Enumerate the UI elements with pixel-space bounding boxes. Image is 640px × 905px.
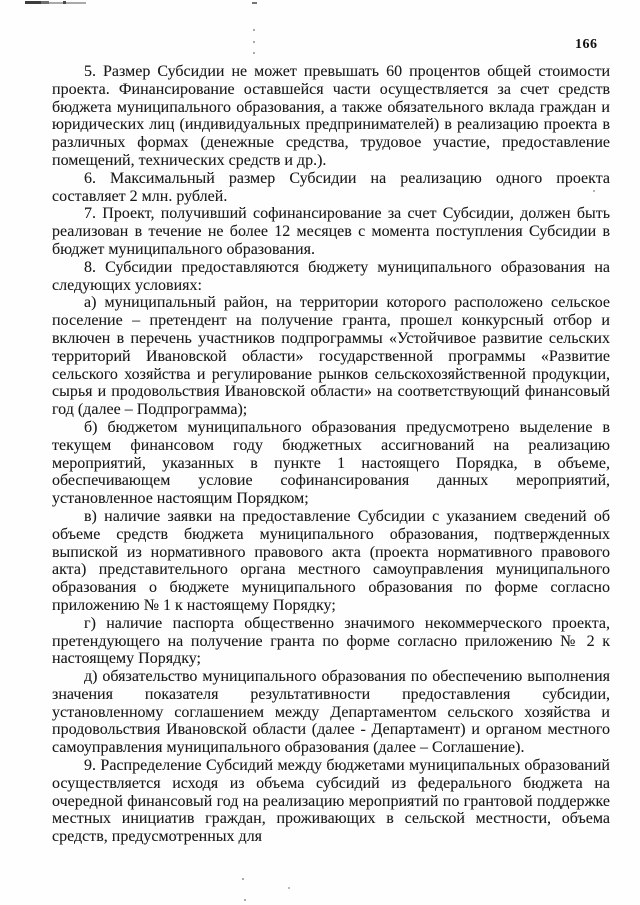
paragraph-item-8g: г) наличие паспорта общественно значимого некоммерческого проекта, претендующего на получение гранта по форме согласно приложению № 2 к настоящему Порядку; [52,614,610,668]
paragraph-item-9: 9. Распределение Субсидий между бюджетами муниципальных образований осуществляется исходя из объема субсидий из федерального бюджета на очередной финансовый год на реализацию мероприятий по грантовой поддержке местных инициатив граждан, проживающих в сельской местности, объема средств, предусмотренных для [52,757,610,846]
scan-speck [253,29,255,31]
scan-artifact-line [41,1,49,4]
paragraph-item-7: 7. Проект, получивший софинансирование за счет Субсидии, должен быть реализован в течение не более 12 месяцев с момента поступления Субсидии в бюджет муниципального образования. [52,205,610,258]
page-number: 166 [575,37,598,52]
scan-speck [252,2,257,4]
scan-speck [288,887,290,889]
scan-speck [244,899,246,901]
paragraph-item-6: 6. Максимальный размер Субсидии на реализацию одного проекта составляет 2 млн. рублей. [52,169,610,205]
scan-speck [253,52,255,54]
scan-artifact-line [49,2,86,4]
document-body [52,63,610,846]
paragraph-item-8d: д) обязательство муниципального образования по обеспечению выполнения значения показателя результативности предоставления субсидии, установленному соглашением между Департаментом сельского хозяйства и продовольствия Ивановской области (далее - Департамент) и органом местного самоуправления муниципального образования (далее – Соглашение). [52,668,610,757]
paragraph-item-5: 5. Размер Субсидии не может превышать 60 процентов общей стоимости проекта. Финансирование оставшейся части осуществляется за счет средств бюджета муниципального образования, а также обязательного вклада граждан и юридических лиц (индивидуальных предпринимателей) в реализацию проекта в различных формах (денежные средства, трудовое участие, предоставление помещений, технических средств и др.). [52,63,610,169]
scan-speck [242,878,244,880]
scan-artifact-dot [63,1,66,4]
paragraph-item-8v: в) наличие заявки на предоставление Субсидии с указанием сведений об объеме средств бюджета муниципального образования, подтвержденных выпиской из нормативного правового акта (проекта нормативного правового акта) представительного органа местного самоуправления муниципального образования о бюджете муниципального образования по форме согласно приложению № 1 к настоящему Порядку; [52,507,610,614]
paragraph-item-8a: а) муниципальный район, на территории которого расположено сельское поселение – претендент на получение гранта, прошел конкурсный отбор и включен в перечень участников подпрограммы «Устойчивое развитие сельских территорий Ивановской области» государственной программы «Развитие сельского хозяйства и регулирование рынков сельскохозяйственной продукции, сырья и продовольствия Ивановской области» на соответствующий финансовый год (далее – Подпрограмма); [52,294,610,419]
scan-speck [253,41,255,43]
paragraph-item-8: 8. Субсидии предоставляются бюджету муниципального образования на следующих условиях: [52,258,610,294]
paragraph-item-8b: б) бюджетом муниципального образования предусмотрено выделение в текущем финансовом году бюджетных ассигнований на реализацию мероприятий, указанных в пункте 1 настоящего Порядка, в объеме, обеспечивающем условие софинансирования данных мероприятий, установленное настоящим Порядком; [52,418,610,508]
scan-artifact-line [25,1,41,4]
